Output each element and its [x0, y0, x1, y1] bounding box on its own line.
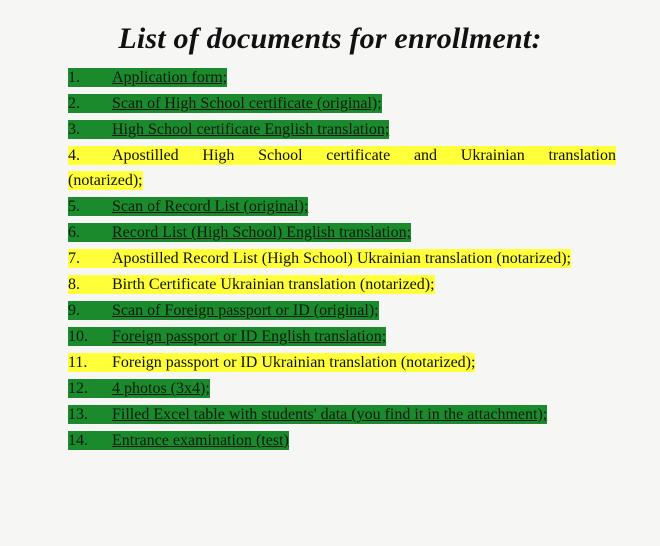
list-item — [68, 431, 616, 450]
item-text: Apostilled High School certificate and Ukrainian translation — [112, 147, 616, 164]
list-item — [68, 353, 616, 372]
item-number: 2. — [68, 95, 80, 112]
item-number: 4. — [68, 147, 80, 164]
documents-list — [68, 68, 616, 450]
item-text: Foreign passport or ID Ukrainian translation (notarized); — [112, 354, 476, 371]
item-text: Application form; — [112, 69, 228, 86]
list-item — [68, 223, 616, 242]
item-number: 13. — [68, 406, 88, 423]
item-number: 10. — [68, 328, 88, 345]
list-item — [68, 379, 616, 398]
item-text: 4 photos (3x4); — [112, 380, 210, 397]
item-text: Scan of Foreign passport or ID (original); — [112, 302, 379, 319]
item-text: Record List (High School) English translation; — [112, 224, 412, 241]
item-number: 7. — [68, 250, 80, 267]
item-text: Birth Certificate Ukrainian translation (notarized); — [112, 276, 435, 293]
item-text: Apostilled Record List (High School) Ukrainian translation (notarized); — [112, 250, 571, 267]
item-number: 12. — [68, 380, 88, 397]
list-item — [68, 405, 616, 424]
list-item — [68, 146, 616, 165]
item-number: 6. — [68, 224, 80, 241]
item-number: 8. — [68, 276, 80, 293]
item-number: 9. — [68, 302, 80, 319]
list-item — [68, 94, 616, 113]
item-number: 11. — [68, 354, 88, 371]
list-item — [68, 327, 616, 346]
item-number: 1. — [68, 69, 80, 86]
list-item — [68, 68, 616, 87]
item-text: Foreign passport or ID English translation; — [112, 328, 387, 345]
list-item — [68, 120, 616, 139]
item-text: Scan of Record List (original); — [112, 198, 309, 215]
item-text: Filled Excel table with students' data (you find it in the attachment); — [112, 406, 548, 423]
item-text: Entrance examination (test) — [112, 432, 289, 449]
item-text: High School certificate English translation; — [112, 121, 390, 138]
item-number: 3. — [68, 121, 80, 138]
item-text: (notarized); — [68, 172, 143, 189]
list-item — [68, 197, 616, 216]
item-number: 5. — [68, 198, 80, 215]
list-item-continuation — [68, 171, 616, 190]
page-title: List of documents for enrollment: — [118, 22, 542, 55]
list-item — [68, 275, 616, 294]
list-item — [68, 301, 616, 320]
list-item — [68, 249, 616, 268]
item-number: 14. — [68, 432, 88, 449]
item-text: Scan of High School certificate (original); — [112, 95, 382, 112]
